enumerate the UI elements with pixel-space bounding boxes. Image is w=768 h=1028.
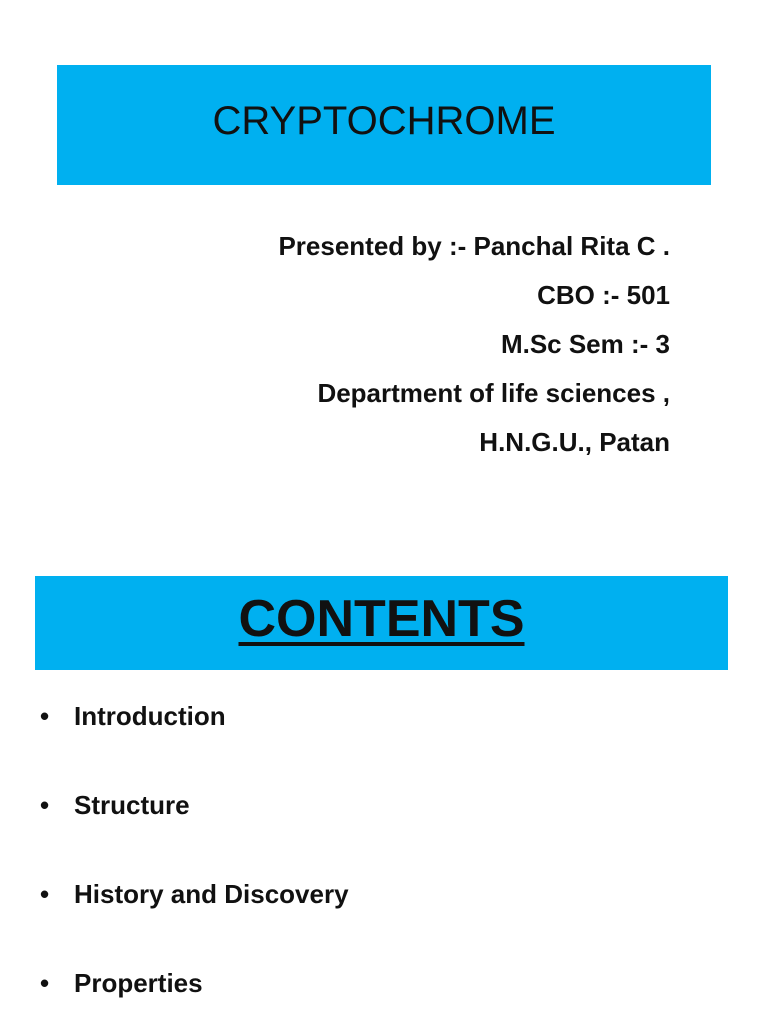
title-banner (57, 65, 711, 185)
presenter-semester: M.Sc Sem :- 3 (500, 329, 670, 359)
presenter-info (278, 222, 670, 467)
presenter-course-code: CBO :- 501 (537, 280, 670, 310)
slide-title: CRYPTOCHROME (212, 98, 556, 143)
list-item (40, 672, 349, 761)
list-item (40, 850, 349, 939)
list-item (40, 761, 349, 850)
presenter-name: Presented by :- Panchal Rita C . (278, 231, 670, 261)
presenter-university: H.N.G.U., Patan (479, 427, 670, 457)
list-item-label: History and Discovery (74, 879, 349, 909)
bullet-dot-icon: • (40, 879, 50, 909)
contents-heading: CONTENTS (238, 590, 525, 648)
bullet-dot-icon: • (40, 968, 50, 998)
list-item-label: Structure (74, 790, 190, 820)
list-item-label: Properties (74, 968, 203, 998)
contents-list (40, 672, 349, 1028)
list-item-label: Introduction (74, 701, 226, 731)
bullet-dot-icon: • (40, 701, 50, 731)
presenter-department: Department of life sciences , (317, 378, 670, 408)
list-item (40, 939, 349, 1028)
bullet-dot-icon: • (40, 790, 50, 820)
contents-banner (35, 576, 728, 670)
